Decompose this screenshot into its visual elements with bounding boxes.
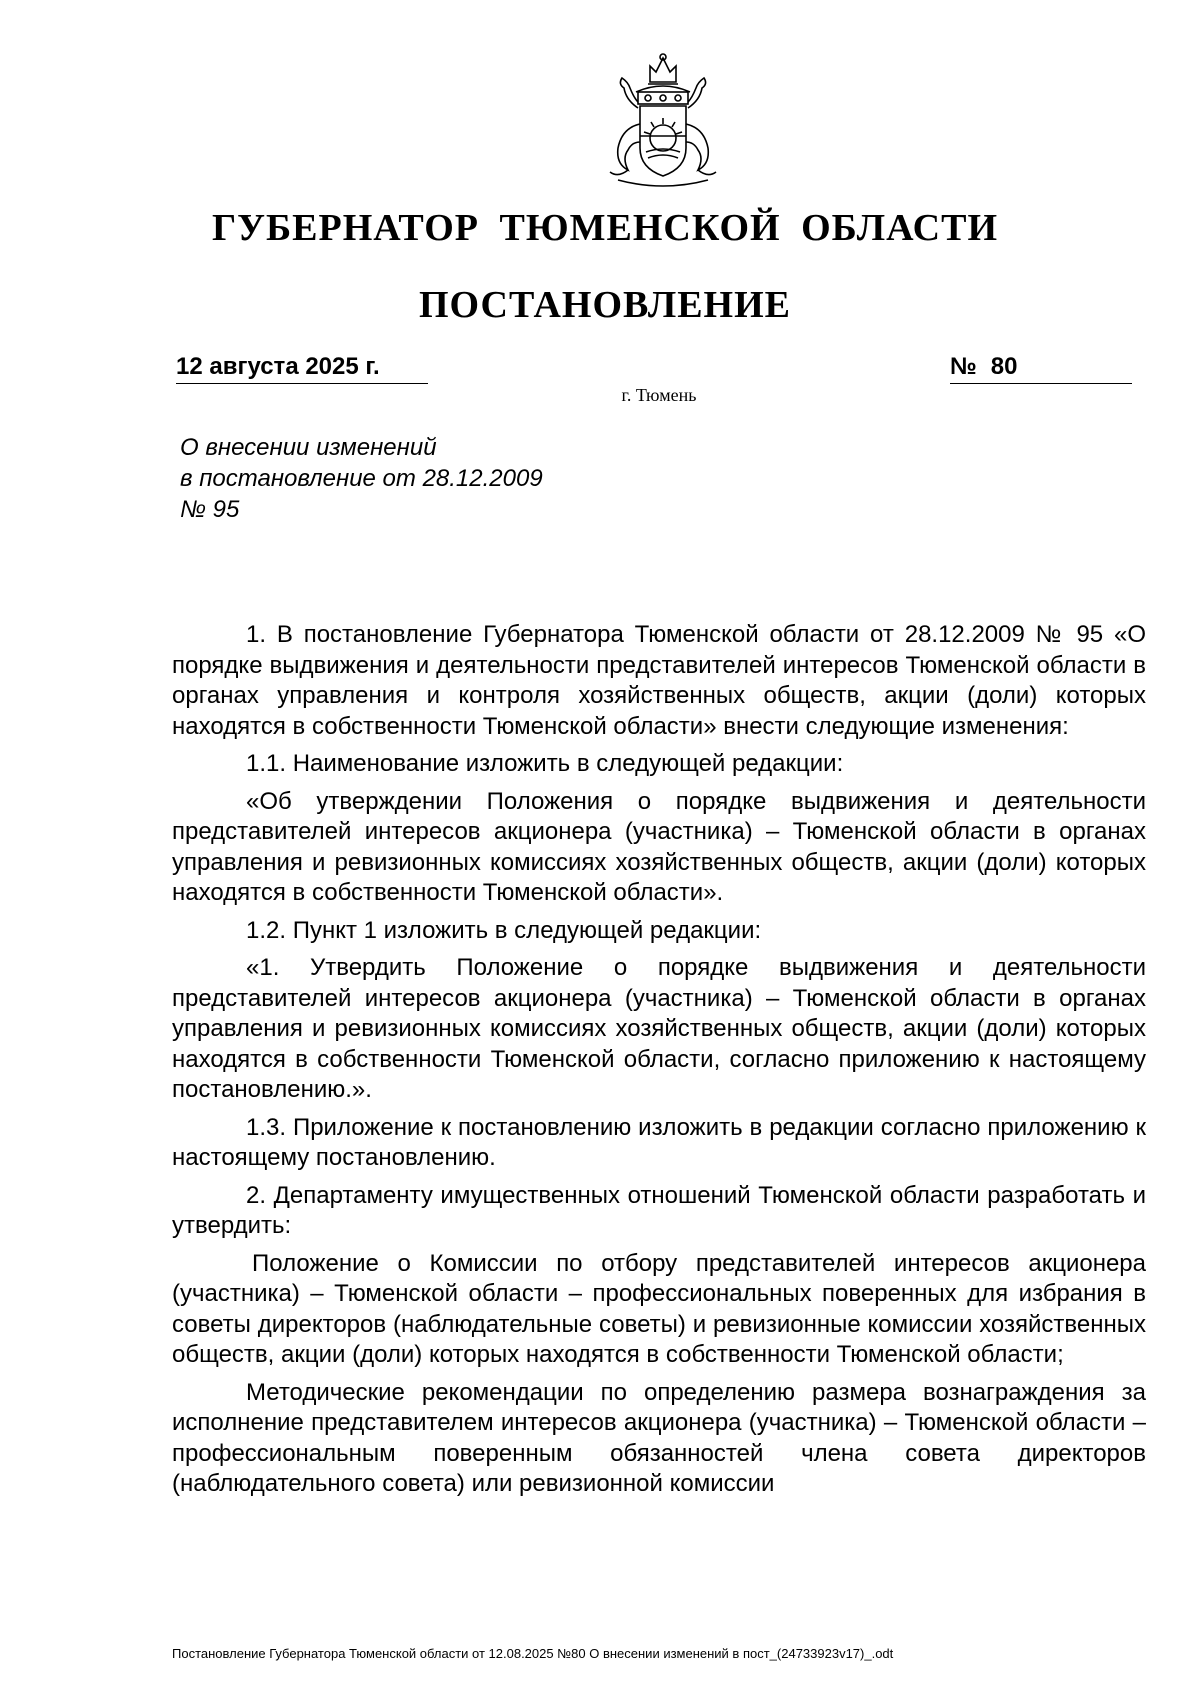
subject-block bbox=[180, 432, 620, 525]
number-sign: № bbox=[950, 353, 977, 380]
body-paragraph: 1. В постановление Губернатора Тюменской области от 28.12.2009 № 95 «О порядке выдвижения и деятельности представителей интересов Тюменской области в органах управления и контроля хозяйственных обществ, акции (доли) которых находятся в собственности Тюменской области» внести следующие изменения: bbox=[172, 621, 1146, 740]
body-paragraph: 2. Департаменту имущественных отношений Тюменской области разработать и утвердить: bbox=[172, 1181, 1146, 1239]
subject-line: № 95 bbox=[180, 496, 240, 523]
body-paragraph: 1.1. Наименование изложить в следующей редакции: bbox=[246, 750, 844, 777]
subject-line: в постановление от 28.12.2009 bbox=[180, 465, 543, 492]
document-body bbox=[172, 620, 1146, 1507]
body-paragraph: «1. Утвердить Положение о порядке выдвижения и деятельности представителей интересов акционера (участника) – Тюменской области в органах управления и ревизионных комиссиях хозяйственных обществ, акции (доли) которых находятся в собственности Тюменской области, согласно приложению к настоящему постановлению.». bbox=[172, 954, 1146, 1103]
subject-line: О внесении изменений bbox=[180, 434, 437, 461]
body-paragraph: 1.2. Пункт 1 изложить в следующей редакции: bbox=[246, 916, 762, 944]
document-number-field bbox=[950, 353, 1132, 384]
document-type-title: ПОСТАНОВЛЕНИЕ bbox=[418, 284, 792, 326]
body-paragraph: Положение о Комиссии по отбору представителей интересов акционера (участника) – Тюменской области – профессиональных поверенных для избрания в советы директоров (наблюдательные советы) и ревизионные комиссии хозяйственных обществ, акции (доли) которых находятся в собственности Тюменской области; bbox=[172, 1249, 1146, 1368]
body-paragraph: «Об утверждении Положения о порядке выдвижения и деятельности представителей интересов акционера (участника) – Тюменской области в органах управления и ревизионных комиссиях хозяйственных обществ, акции (доли) которых находятся в собственности Тюменской области». bbox=[172, 787, 1146, 906]
body-paragraph: 1.3. Приложение к постановлению изложить в редакции согласно приложению к настоящему постановлению. bbox=[172, 1113, 1146, 1171]
authority-title: ГУБЕРНАТОР ТЮМЕНСКОЙ ОБЛАСТИ bbox=[211, 207, 999, 249]
coat-of-arms-emblem bbox=[588, 52, 738, 192]
document-date: 12 августа 2025 г. bbox=[176, 353, 428, 384]
city-label: г. Тюмень bbox=[621, 385, 697, 405]
document-number: 80 bbox=[990, 353, 1018, 380]
body-paragraph: Методические рекомендации по определению размера вознаграждения за исполнение представителем интересов акционера (участника) – Тюменской области – профессиональным поверенным обязанностей члена совета директоров (наблюдательного совета) или ревизионной комиссии bbox=[172, 1378, 1146, 1497]
document-footer: Постановление Губернатора Тюменской области от 12.08.2025 №80 О внесении изменений в пост_(24733923v17)_.odt bbox=[172, 1646, 894, 1661]
